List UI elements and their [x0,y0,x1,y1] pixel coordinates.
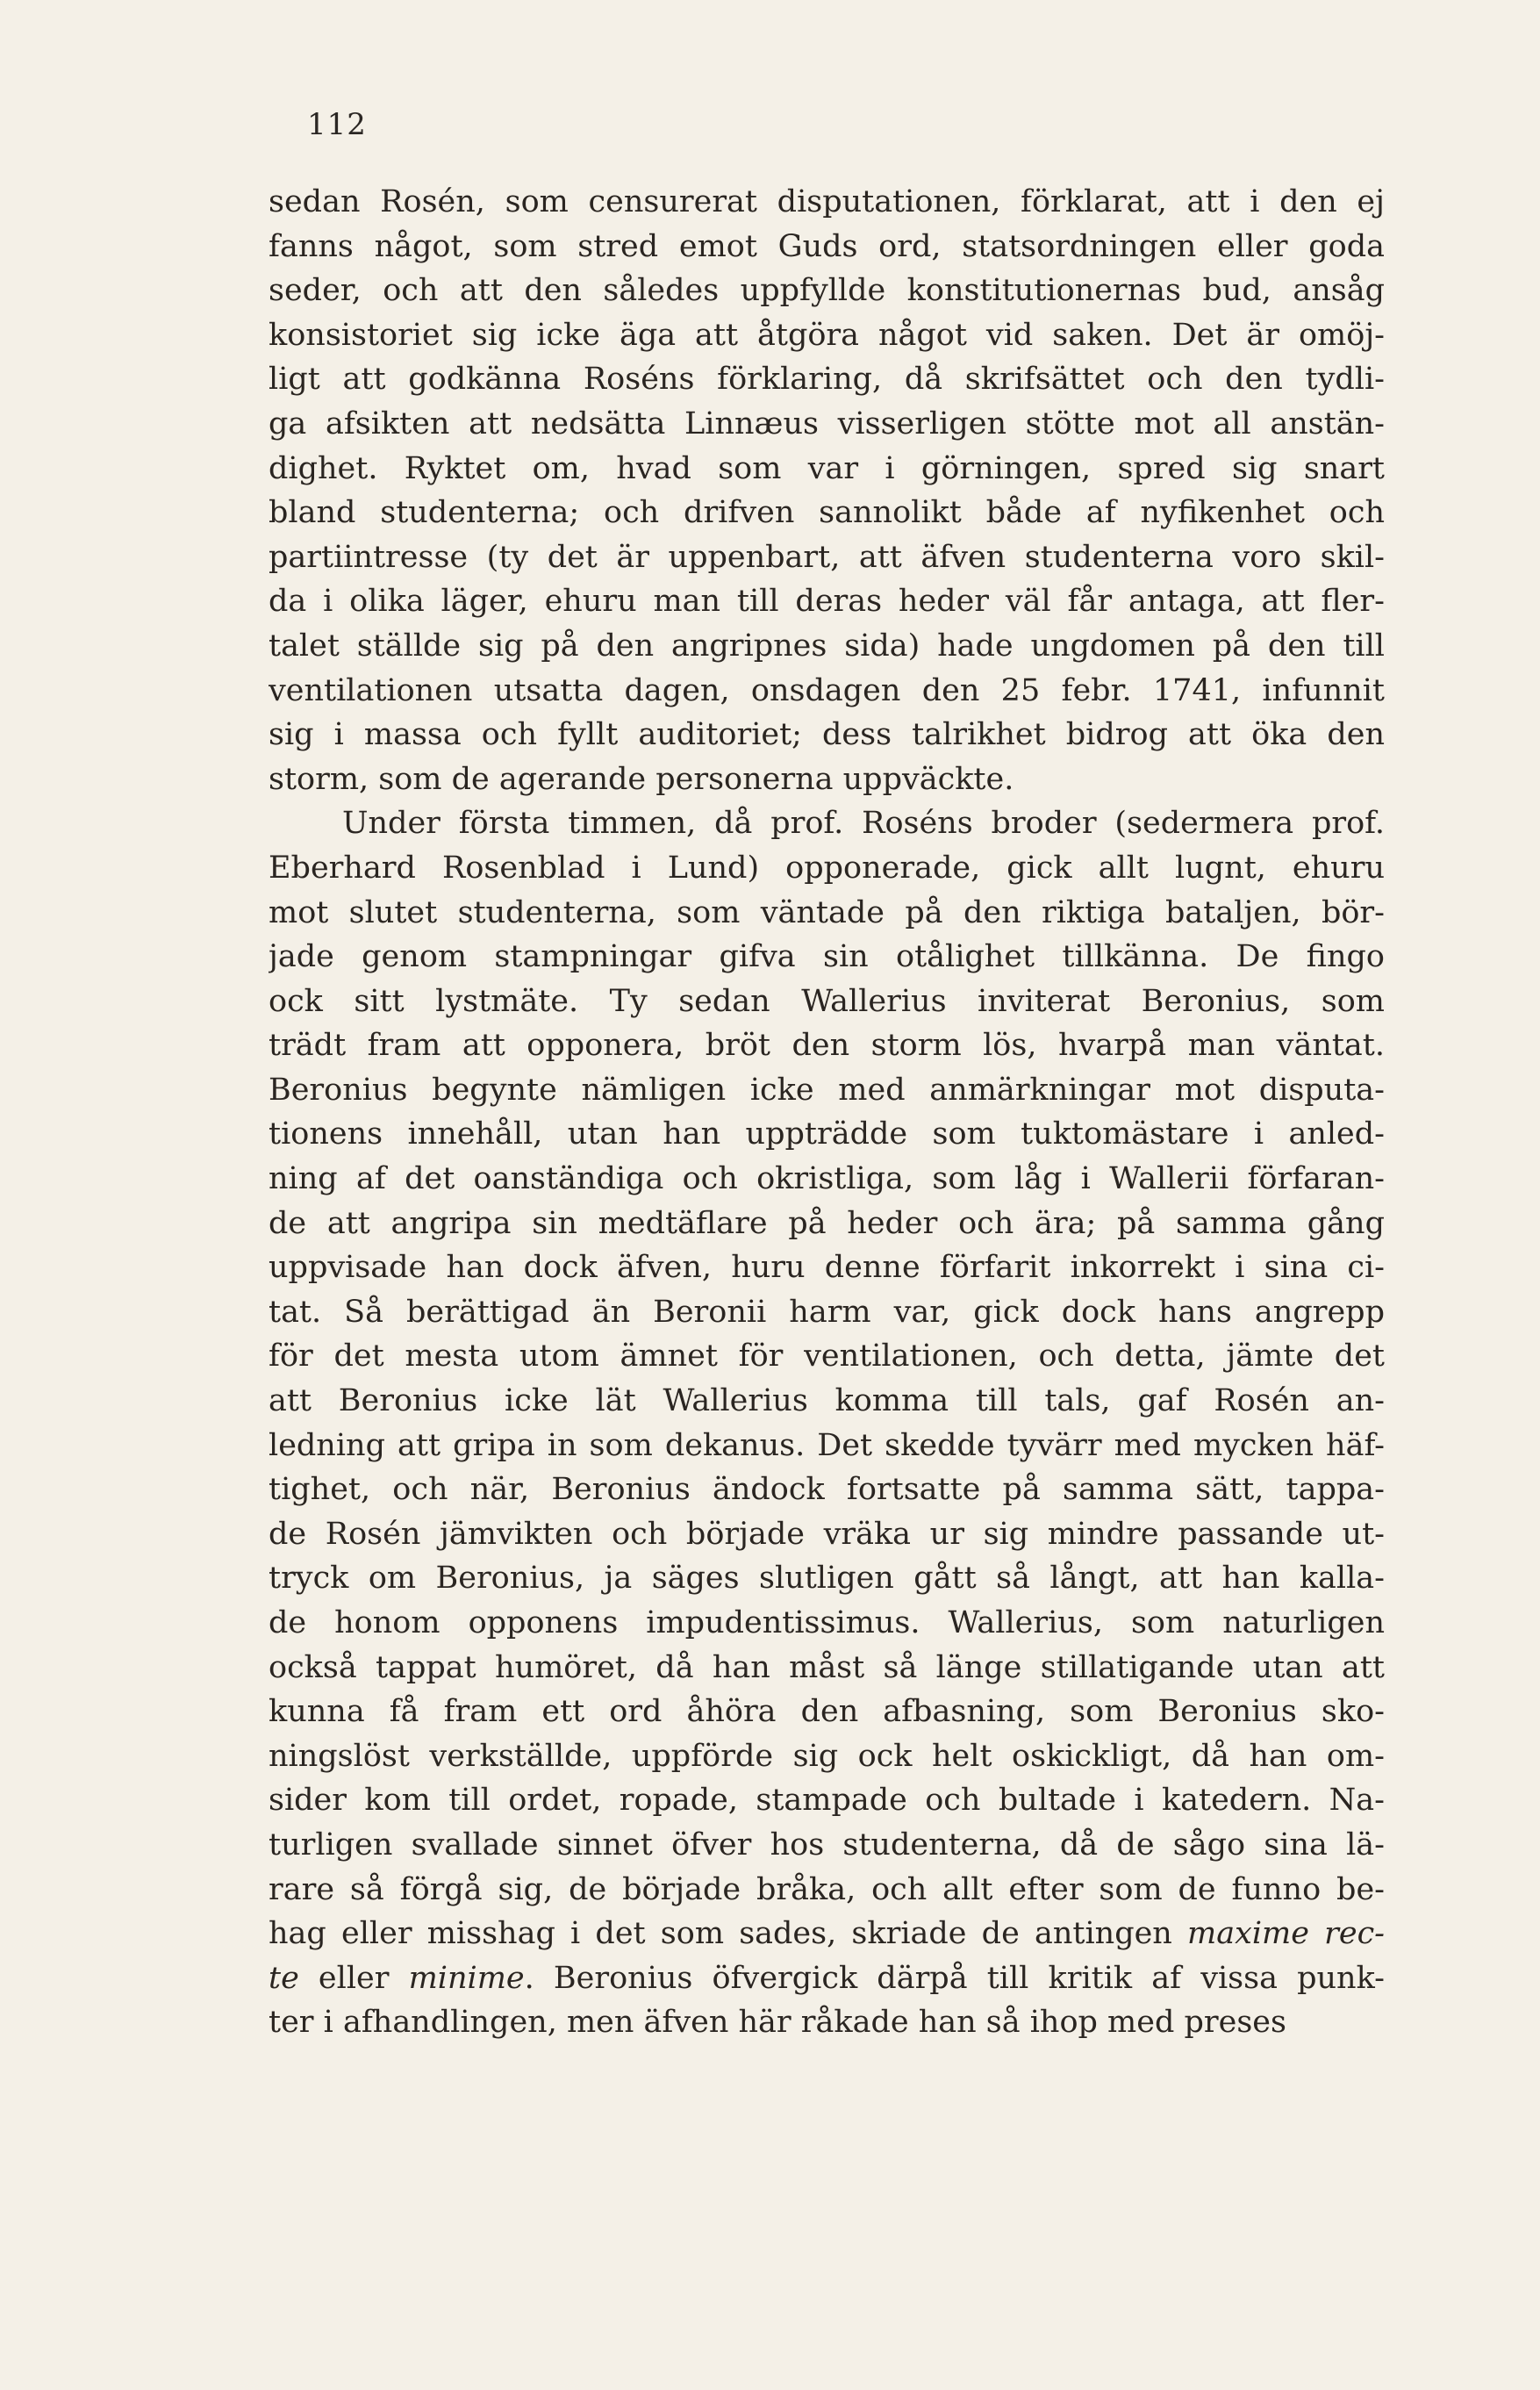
line-text: ga afsikten att nedsätta Linnæus visserligen stötte mot all anstän- [269,406,1385,441]
line-text: rare så förgå sig, de började bråka, och allt efter som de funno be- [269,1871,1385,1907]
text-line [269,1379,1385,1424]
line-text: också tappat humöret, då han måst så länge stillatigande utan att [269,1649,1385,1685]
line-text: da i olika läger, ehuru man till deras heder väl får antaga, att fler- [269,584,1385,620]
text-line [269,1112,1385,1157]
text-line [269,624,1385,669]
text-line [269,579,1385,624]
text-line [269,1202,1385,1246]
line-text: uppvisade han dock äfven, huru denne förfarit inkorrekt i sina ci- [269,1250,1385,1286]
line-text: bland studenterna; och drifven sannolikt både af nyfikenhet och [269,495,1385,531]
text-line [269,1646,1385,1690]
line-text: partiintresse (ty det är uppenbart, att äfven studenterna voro skil- [269,539,1385,575]
line-text: sedan Rosén, som censurerat disputationen, förklarat, att i den ej [269,184,1385,219]
line-text: Eberhard Rosenblad i Lund) opponerade, gick allt lugnt, ehuru [269,850,1385,886]
text-line [269,1424,1385,1468]
line-text: turligen svallade sinnet öfver hos studenterna, då de sågo sina lä- [269,1827,1385,1862]
text-line [269,713,1385,757]
line-text: tionens innehåll, utan han uppträdde som tuktomästare i anled- [269,1116,1385,1152]
text-line [269,846,1385,891]
line-text: ventilationen utsatta dagen, onsdagen den 25 febr. 1741, infunnit [269,672,1385,708]
text-line [269,402,1385,447]
page-number: 112 [307,107,367,142]
text-line [269,1601,1385,1646]
line-text: fanns något, som stred emot Guds ord, statsordningen eller goda [269,228,1385,264]
text-line [269,1823,1385,1868]
text-line [269,269,1385,313]
line-text: ningslöst verkställde, uppförde sig ock helt oskickligt, då han om- [269,1738,1385,1774]
line-text: att Beronius icke lät Wallerius komma till tals, gaf Rosén an- [269,1383,1385,1419]
line-text: ligt att godkänna Roséns förklaring, då skrifsättet och den tydli- [269,362,1385,398]
italic-text: te [269,1960,299,1996]
line-text: konsistoriet sig icke äga att åtgöra något vid saken. Det är omöj- [269,317,1385,353]
text-line [269,2000,1385,2045]
text-line [269,1912,1385,1956]
text-line [269,1512,1385,1557]
text-line [269,1778,1385,1823]
text-line [269,1290,1385,1335]
text-line [269,1023,1385,1068]
line-text: Under första timmen, då prof. Roséns broder (sedermera prof. [342,806,1385,842]
text-line [269,1734,1385,1779]
text-line [269,757,1385,802]
line-text: hag eller misshag i det som sades, skriade de antingen [269,1916,1188,1952]
line-text: Beronius begynte nämligen icke med anmärkningar mot disputa- [269,1072,1385,1108]
body-text [269,180,1385,2045]
text-line [269,1245,1385,1290]
text-line [269,1157,1385,1202]
text-line [269,225,1385,269]
italic-text: maxime rec- [1187,1916,1385,1952]
text-line [269,180,1385,225]
line-text: seder, och att den således uppfyllde konstitutionernas bud, ansåg [269,273,1385,309]
text-line [269,357,1385,402]
line-text: de Rosén jämvikten och började vräka ur sig mindre passande ut- [269,1516,1385,1552]
text-line [269,935,1385,980]
text-line [269,1468,1385,1512]
text-line [269,491,1385,535]
text-line [269,535,1385,580]
text-line [269,801,1385,846]
text-line [269,1068,1385,1113]
line-text: . Beronius öfvergick därpå till kritik af vissa punk- [524,1960,1385,1996]
text-line [269,1956,1385,2001]
line-text: sig i massa och fyllt auditoriet; dess talrikhet bidrog att öka den [269,717,1385,753]
text-line [269,1334,1385,1379]
line-text: tryck om Beronius, ja säges slutligen gått så långt, att han kalla- [269,1561,1385,1597]
text-line [269,891,1385,936]
line-text: ledning att gripa in som dekanus. Det skedde tyvärr med mycken häf- [269,1427,1385,1463]
line-text: sider kom till ordet, ropade, stampade och bultade i katedern. Na- [269,1783,1385,1819]
line-text: ter i afhandlingen, men äfven här råkade han så ihop med preses [269,2005,1286,2041]
line-text: mot slutet studenterna, som väntade på den riktiga bataljen, bör- [269,894,1385,930]
line-text: för det mesta utom ämnet för ventilationen, och detta, jämte det [269,1339,1385,1374]
text-line [269,447,1385,492]
text-line [269,1556,1385,1601]
text-line [269,980,1385,1024]
line-text: dighet. Ryktet om, hvad som var i görningen, spred sig snart [269,450,1385,486]
line-text: tighet, och när, Beronius ändock fortsatte på samma sätt, tappa- [269,1472,1385,1508]
text-line [269,669,1385,714]
italic-text: minime [408,1960,525,1996]
text-line [269,313,1385,358]
text-line [269,1690,1385,1734]
text-line [269,1868,1385,1913]
line-text: kunna få fram ett ord åhöra den afbasning, som Beronius sko- [269,1694,1385,1730]
line-text: tat. Så berättigad än Beronii harm var, gick dock hans angrepp [269,1294,1385,1330]
line-text: ning af det oanständiga och okristliga, som låg i Wallerii förfaran- [269,1161,1385,1197]
line-text: talet ställde sig på den angripnes sida) hade ungdomen på den till [269,628,1385,664]
line-text: trädt fram att opponera, bröt den storm lös, hvarpå man väntat. [269,1028,1385,1064]
line-text: storm, som de agerande personerna uppväckte. [269,761,1014,797]
line-text: jade genom stampningar gifva sin otålighet tillkänna. De fingo [269,939,1385,975]
line-text: ock sitt lystmäte. Ty sedan Wallerius inviterat Beronius, som [269,983,1385,1019]
line-text: de honom opponens impudentissimus. Wallerius, som naturligen [269,1605,1385,1640]
line-text: eller [298,1960,409,1996]
line-text: de att angripa sin medtäflare på heder och ära; på samma gång [269,1205,1385,1241]
